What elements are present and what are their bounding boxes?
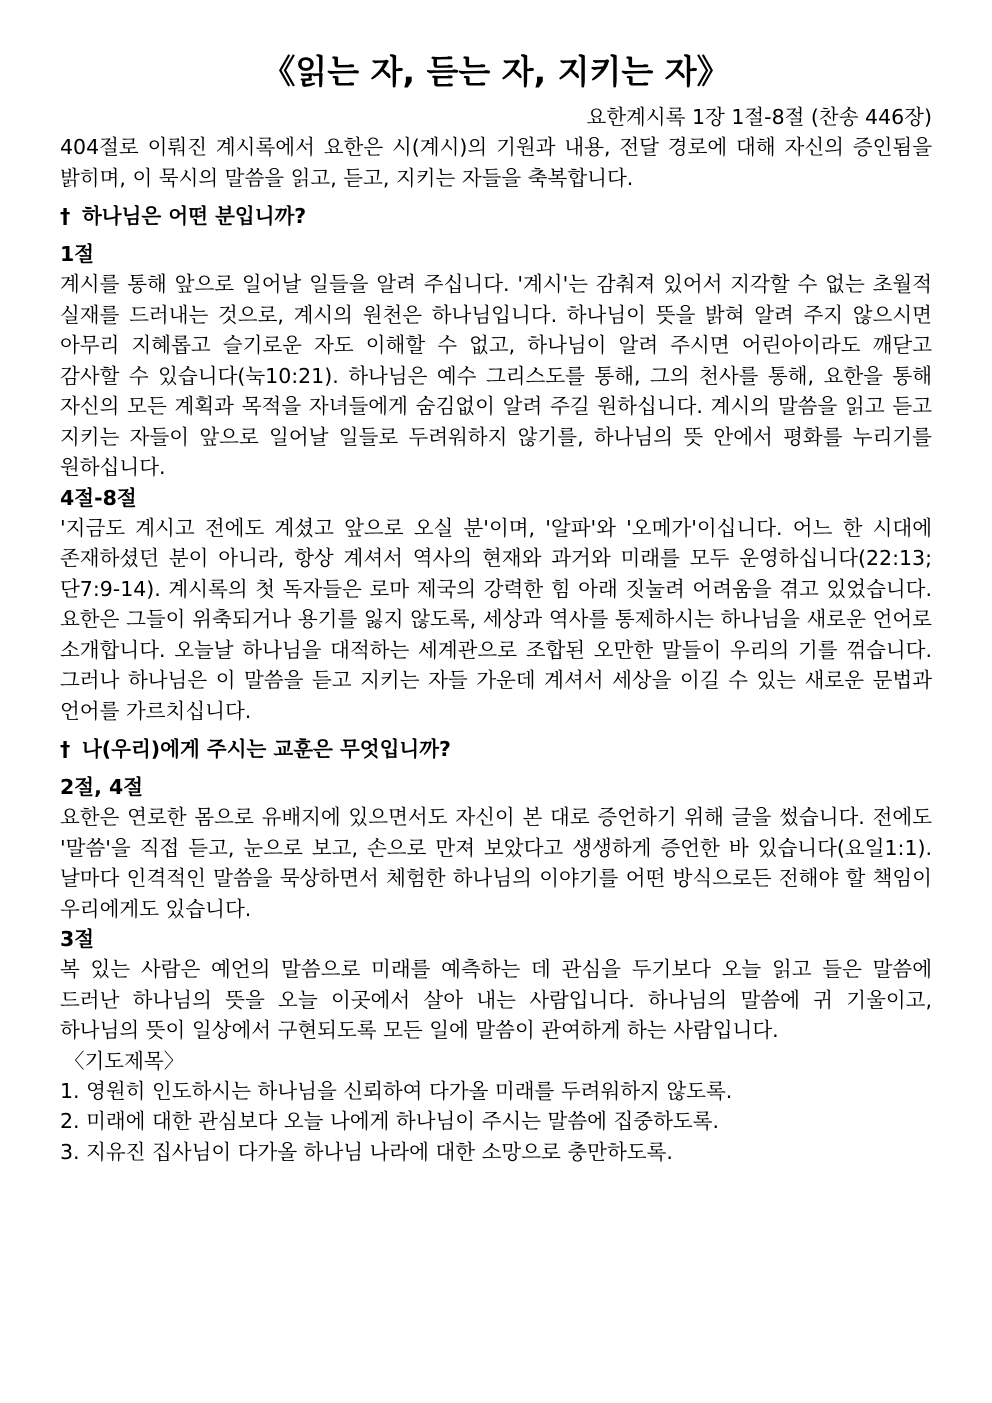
cross-icon: †	[60, 204, 71, 228]
scripture-reference: 요한계시록 1장 1절-8절 (찬송 446장)	[586, 105, 932, 129]
page-title: 《읽는 자, 듣는 자, 지키는 자》	[262, 52, 730, 91]
verse-label: 1절	[60, 242, 95, 266]
cross-icon: †	[60, 737, 71, 761]
section-heading-lesson	[60, 734, 932, 764]
verse-label: 3절	[60, 927, 95, 951]
prayer-item: 2. 미래에 대한 관심보다 오늘 나에게 하나님이 주시는 말씀에 집중하도록.	[60, 1109, 720, 1133]
verse-paragraph: 복 있는 사람은 예언의 말씀으로 미래를 예측하는 데 관심을 두기보다 오늘 읽고 들은 말씀에 드러난 하나님의 뜻을 오늘 이곳에서 살아 내는 사람입니다. 하나님의 말씀에 귀 기울이고, 하나님의 뜻이 일상에서 구현되도록 모든 일에 말씀이 관여하게 하는 사람입니다.	[60, 957, 932, 1042]
prayer-title: 〈기도제목〉	[64, 1048, 185, 1073]
prayer-item: 1. 영원히 인도하시는 하나님을 신뢰하여 다가올 미래를 두려워하지 않도록.	[60, 1078, 733, 1103]
devotional-page	[60, 50, 932, 1167]
section-heading-text: 나(우리)에게 주시는 교훈은 무엇입니까?	[82, 737, 451, 761]
section-heading-god	[60, 201, 932, 231]
intro-paragraph: 404절로 이뤄진 계시록에서 요한은 시(계시)의 기원과 내용, 전달 경로에 대해 자신의 증인됨을 밝히며, 이 묵시의 말씀을 읽고, 듣고, 지키는 자들을 축복합니다.	[60, 135, 932, 190]
verse-paragraph: '지금도 계시고 전에도 계셨고 앞으로 오실 분'이며, '알파'와 '오메가'이십니다. 어느 한 시대에 존재하셨던 분이 아니라, 항상 계셔서 역사의 현재와 과거와 미래를 모두 운영하십니다(22:13; 단7:9-14). 계시록의 첫 독자들은 로마 제국의 강력한 힘 아래 짓눌려 어려움을 겪고 있었습니다. 요한은 그들이 위축되거나 용기를 잃지 않도록, 세상과 역사를 통제하시는 하나님을 새로운 언어로 소개합니다. 오늘날 하나님을 대적하는 세계관으로 조합된 오만한 말들이 우리의 기를 꺾습니다. 그러나 하나님은 이 말씀을 듣고 지키는 자들 가운데 계셔서 세상을 이길 수 있는 새로운 문법과 언어를 가르치십니다.	[60, 515, 932, 723]
prayer-item: 3. 지유진 집사님이 다가올 하나님 나라에 대한 소망으로 충만하도록.	[60, 1139, 673, 1164]
verse-label: 2절, 4절	[60, 775, 144, 799]
verse-label: 4절-8절	[60, 485, 137, 510]
section-heading-text: 하나님은 어떤 분입니까?	[82, 204, 307, 228]
verse-paragraph: 요한은 연로한 몸으로 유배지에 있으면서도 자신이 본 대로 증언하기 위해 글을 썼습니다. 전에도 '말씀'을 직접 듣고, 눈으로 보고, 손으로 만져 보았다고 생생하게 증언한 바 있습니다(요일1:1). 날마다 인격적인 말씀을 묵상하면서 체험한 하나님의 이야기를 어떤 방식으로든 전해야 할 책임이 우리에게도 있습니다.	[60, 805, 932, 921]
verse-paragraph: 계시를 통해 앞으로 일어날 일들을 알려 주십니다. '계시'는 감춰져 있어서 지각할 수 없는 초월적 실재를 드러내는 것으로, 계시의 원천은 하나님입니다. 하나님이 뜻을 밝혀 알려 주지 않으시면 아무리 지혜롭고 슬기로운 자도 이해할 수 없고, 하나님이 알려 주시면 어린아이라도 깨닫고 감사할 수 있습니다(눅10:21). 하나님은 예수 그리스도를 통해, 그의 천사를 통해, 요한을 통해 자신의 모든 계획과 목적을 자녀들에게 숨김없이 알려 주길 원하십니다. 계시의 말씀을 읽고 듣고 지키는 자들이 앞으로 일어날 일들로 두려워하지 않기를, 하나님의 뜻 안에서 평화를 누리기를 원하십니다.	[60, 272, 932, 479]
